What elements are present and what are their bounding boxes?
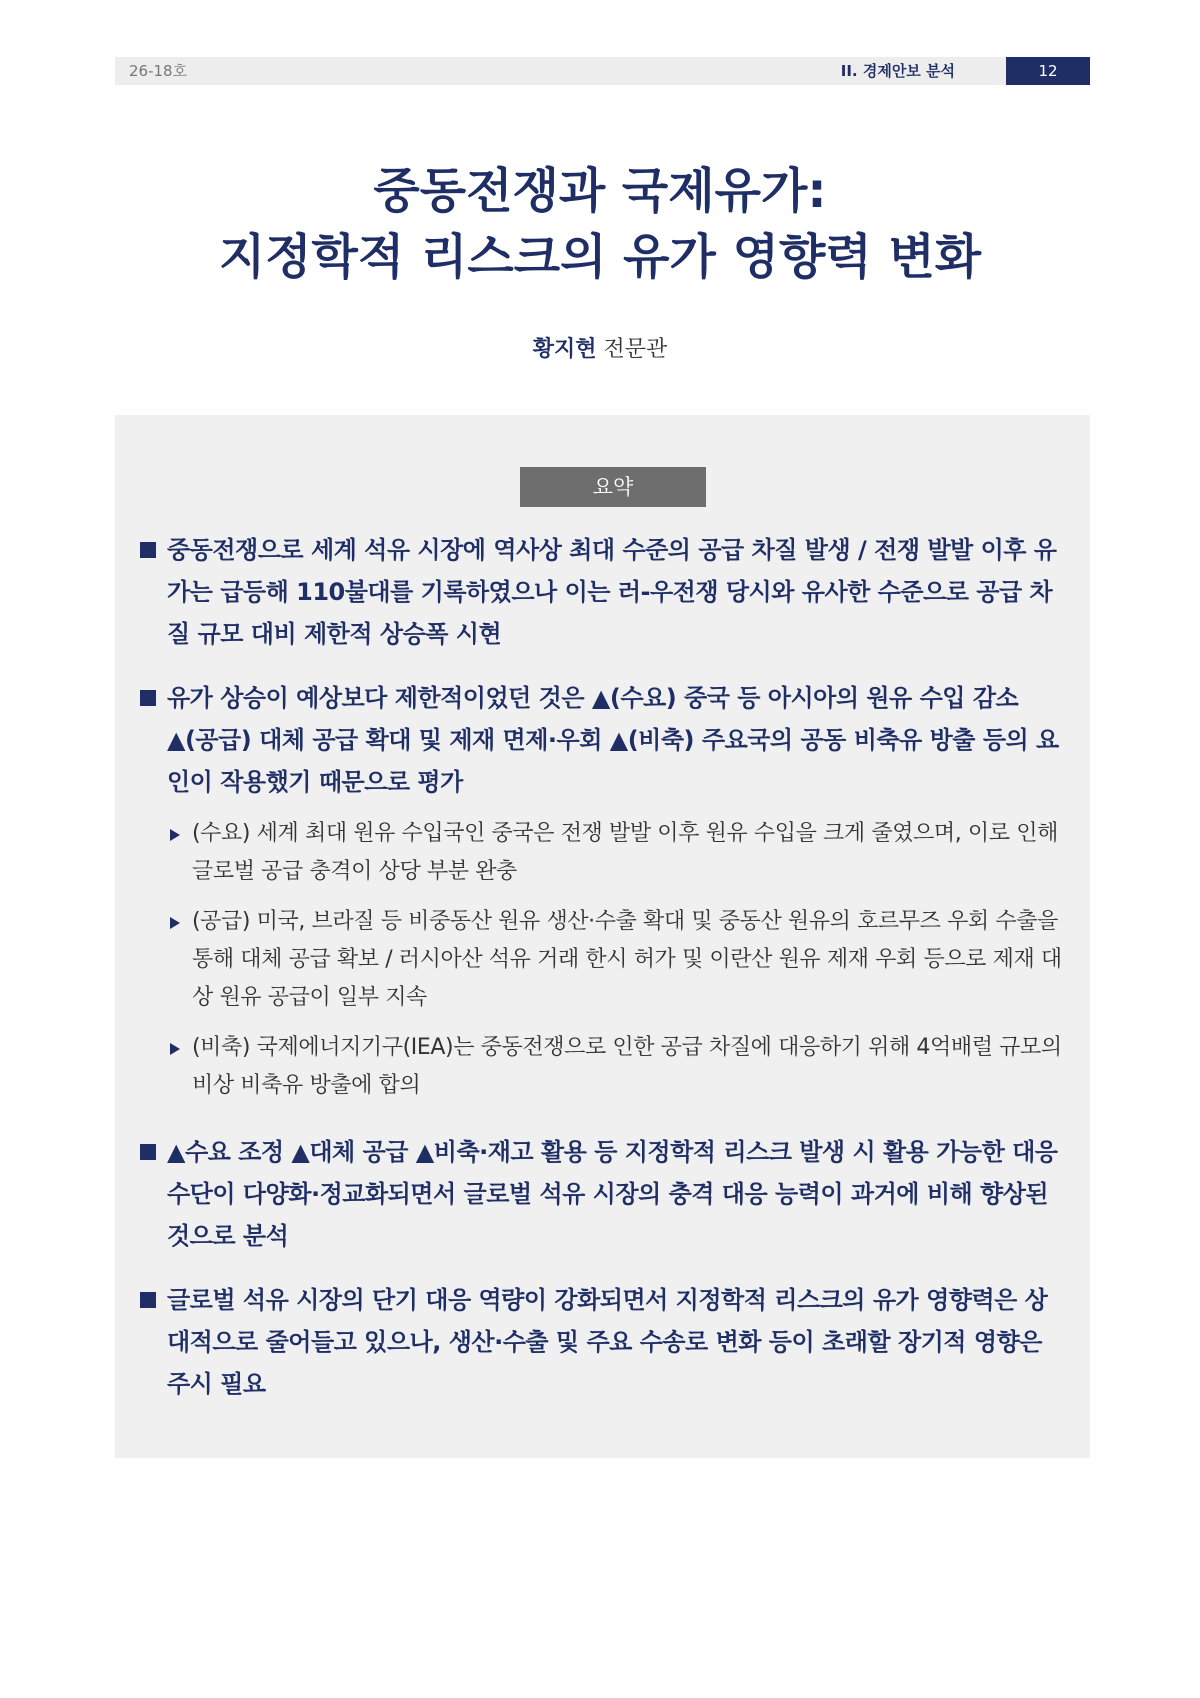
triangle-bullet-icon [170,829,180,841]
sub-bullet-list [140,815,1065,1105]
summary-box [115,415,1090,1458]
sub-bullet-text: (수요) 세계 최대 원유 수입국인 중국은 전쟁 발발 이후 원유 수입을 크게 줄였으며, 이로 인해 글로벌 공급 충격이 상당 부분 완충 [192,821,1058,884]
summary-label: 요약 [520,467,706,507]
sub-bullet-text: (공급) 미국, 브라질 등 비중동산 원유 생산·수출 확대 및 중동산 원유의 호르무즈 우회 수출을 통해 대체 공급 확보 / 러시아산 석유 거래 한시 허가 및 이란산 원유 제재 우회 등으로 제재 대상 원유 공급이 일부 지속 [192,909,1062,1010]
author-name: 황지현 [532,337,597,362]
author-line [0,335,1200,365]
sub-bullet [140,815,1065,891]
square-bullet-icon [140,1292,156,1308]
summary-bullet-text: 중동전쟁으로 세계 석유 시장에 역사상 최대 수준의 공급 차질 발생 / 전쟁 발발 이후 유가는 급등해 110불대를 기록하였으나 이는 러-우전쟁 당시와 유사한 수준으로 공급 차질 규모 대비 제한적 상승폭 시현 [167,536,1057,648]
summary-bullet [140,529,1065,655]
page-title [0,158,1200,290]
summary-bullet [140,1131,1065,1257]
square-bullet-icon [140,690,156,706]
summary-bullet-text: ▲수요 조정 ▲대체 공급 ▲비축·재고 활용 등 지정학적 리스크 발생 시 활용 가능한 대응 수단이 다양화·정교화되면서 글로벌 석유 시장의 충격 대응 능력이 과거에 비해 향상된 것으로 분석 [167,1138,1058,1250]
section-label: II. 경제안보 분석 [840,62,955,80]
square-bullet-icon [140,1144,156,1160]
title-line-1: 중동전쟁과 국제유가: [373,163,827,219]
summary-bullet [140,1279,1065,1405]
triangle-bullet-icon [170,917,180,929]
summary-bullets [140,529,1065,1427]
title-line-2: 지정학적 리스크의 유가 영향력 변화 [218,229,982,285]
triangle-bullet-icon [170,1043,180,1055]
square-bullet-icon [140,542,156,558]
sub-bullet [140,1029,1065,1105]
page-number: 12 [1006,57,1090,85]
summary-bullet-text: 유가 상승이 예상보다 제한적이었던 것은 ▲(수요) 중국 등 아시아의 원유 수입 감소 ▲(공급) 대체 공급 확대 및 제재 면제·우회 ▲(비축) 주요국의 공동 비축유 방출 등의 요인이 작용했기 때문으로 평가 [167,684,1059,796]
issue-number: 26-18호 [129,62,188,80]
author-position: 전문관 [603,337,668,362]
sub-bullet [140,903,1065,1017]
page-header [115,57,1090,85]
sub-bullet-text: (비축) 국제에너지기구(IEA)는 중동전쟁으로 인한 공급 차질에 대응하기 위해 4억배럴 규모의 비상 비축유 방출에 합의 [192,1035,1062,1098]
summary-bullet [140,677,1065,803]
summary-bullet-text: 글로벌 석유 시장의 단기 대응 역량이 강화되면서 지정학적 리스크의 유가 영향력은 상대적으로 줄어들고 있으나, 생산·수출 및 주요 수송로 변화 등이 초래할 장기적 영향은 주시 필요 [167,1286,1048,1398]
